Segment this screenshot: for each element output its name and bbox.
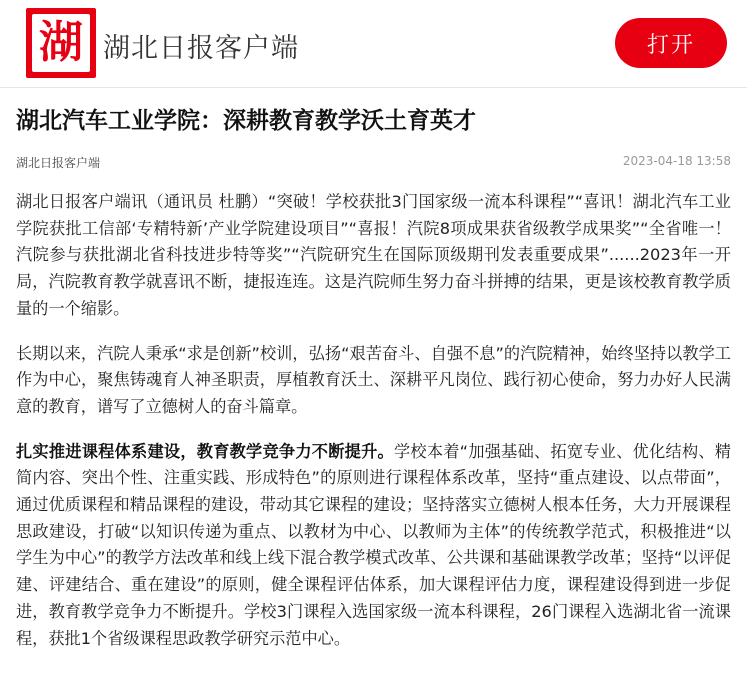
article-title: 湖北汽车工业学院：深耕教育教学沃土育英才 — [16, 108, 476, 134]
app-header — [0, 0, 747, 88]
app-name: 湖北日报客户端 — [103, 33, 299, 64]
article-paragraph — [16, 189, 731, 323]
paragraph-lead: 扎实推进课程体系建设，教育教学竞争力不断提升。 — [16, 441, 394, 461]
article-paragraph — [16, 439, 731, 653]
paragraph-text: 长期以来，汽院人秉承“求是创新”校训，弘扬“艰苦奋斗、自强不息”的汽院精神，始终坚持以教学工作为中心，聚焦铸魂育人神圣职责，厚植教育沃土、深耕平凡岗位、践行初心使命，努力办好人民满意的教育，谱写了立德树人的奋斗篇章。 — [16, 343, 731, 416]
article-source: 湖北日报客户端 — [16, 156, 101, 170]
article-datetime: 2023-04-18 13:58 — [622, 154, 731, 168]
logo-glyph: 湖 — [32, 14, 90, 72]
paragraph-text: 湖北日报客户端讯（通讯员 杜鹏）“突破！学校获批3门国家级一流本科课程”“喜讯！湖北汽车工业学院获批工信部‘专精特新’产业学院建设项目”“喜报！汽院8项成果获省级教学成果奖”“全省唯一！汽院参与获批湖北省科技进步特等奖”“汽院研究生在国际顶级期刊发表重要成果”......2023年一开局，汽院教育教学就喜讯不断，捷报连连。这是汽院师生努力奋斗拼搏的结果，更是该校教育教学质量的一个缩影。 — [16, 192, 731, 318]
open-app-button[interactable]: 打开 — [615, 18, 727, 68]
article — [0, 104, 747, 652]
app-logo[interactable] — [26, 8, 96, 78]
article-meta — [16, 154, 731, 171]
article-paragraph — [16, 341, 731, 421]
paragraph-text: 学校本着“加强基础、拓宽专业、优化结构、精简内容、突出个性、注重实践、形成特色”的原则进行课程体系改革，坚持“重点建设、以点带面”，通过优质课程和精品课程的建设，带动其它课程的建设；坚持落实立德树人根本任务，大力开展课程思政建设，打破“以知识传递为重点、以教材为中心、以教师为主体”的传统教学范式，积极推进“以学生为中心”的教学方法改革和线上线下混合教学模式改革、公共课和基础课教学改革；坚持“以评促建、评建结合、重在建设”的原则，健全课程评估体系，加大课程评估力度，课程建设得到进一步促进，教育教学竞争力不断提升。学校3门课程入选国家级一流本科课程，26门课程入选湖北省一流课程，获批1个省级课程思政教学研究示范中心。 — [16, 441, 731, 648]
